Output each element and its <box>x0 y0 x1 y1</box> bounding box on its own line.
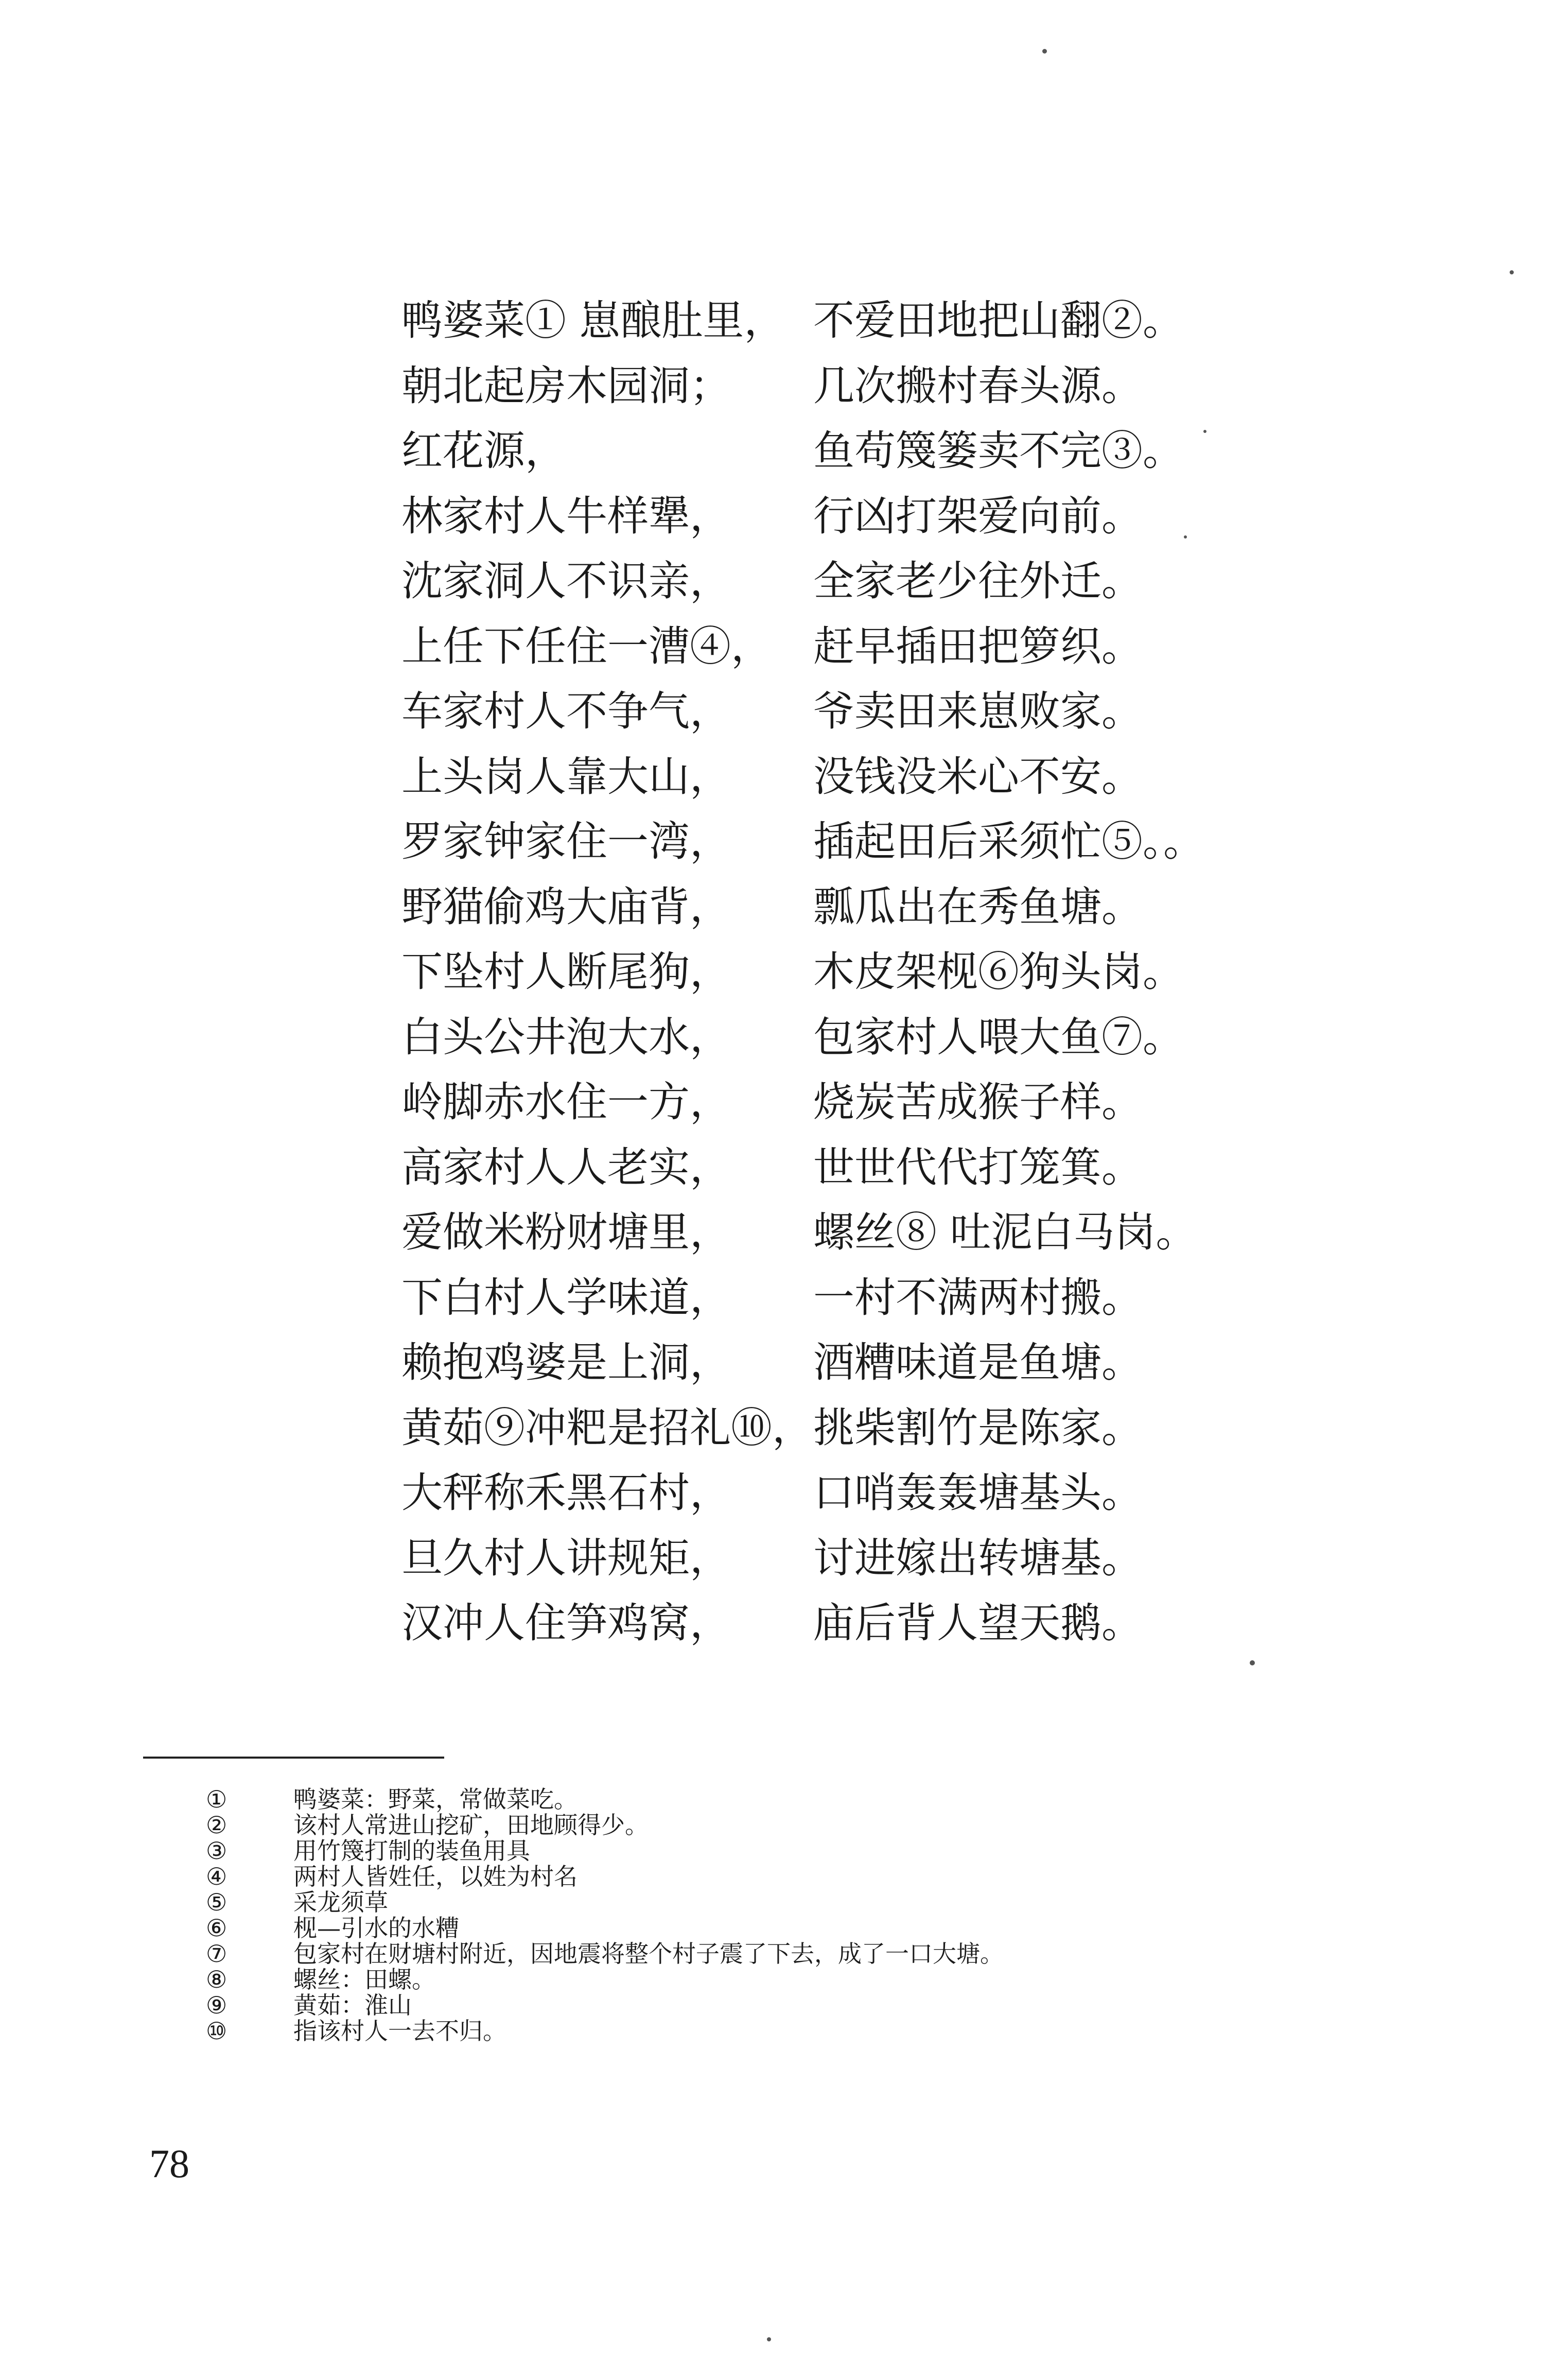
scan-speck <box>1510 270 1514 274</box>
verse-line-second-half: 几次搬村春头源。 <box>813 361 1143 410</box>
footnote-text: 黄茹：淮山 <box>293 1991 412 2019</box>
footnote-text: 指该村人一去不归。 <box>293 2017 506 2045</box>
footnote-marker: ① <box>206 1785 228 1813</box>
verse-line <box>401 419 1328 484</box>
verse-line-second-half: 世世代代打笼箕。 <box>813 1143 1143 1191</box>
page-number: 78 <box>149 2141 189 2186</box>
verse-line <box>401 484 1328 549</box>
verse-line <box>401 1591 1328 1656</box>
verse-line <box>401 1396 1328 1461</box>
verse-line-first-half: 沈家洞人不识亲， <box>401 557 731 605</box>
verse-line <box>401 288 1328 354</box>
verse-line-second-half: 爷卖田来崽败家。 <box>813 687 1143 735</box>
verse-line-first-half: 黄茹⑨冲粑是招礼⑩， <box>401 1403 813 1452</box>
footnote-marker: ⑦ <box>206 1940 228 1968</box>
verse-line <box>401 1461 1328 1526</box>
verse-line-second-half: 没钱没米心不安。 <box>813 752 1143 801</box>
verse-line-first-half: 鸭婆菜① 崽酿肚里， <box>401 297 785 344</box>
verse-line-first-half: 下白村人学味道， <box>401 1273 731 1322</box>
verse-line <box>401 1070 1328 1135</box>
footnote-separator-rule <box>143 1757 444 1759</box>
verse-line-second-half: 木皮架枧⑥狗头岗。 <box>813 948 1184 996</box>
verse-line-first-half: 红花源， <box>401 427 566 475</box>
verse-line <box>401 1330 1328 1396</box>
footnote-text: 包家村在财塘村附近，因地震将整个村子震了下去，成了一口大塘。 <box>293 1940 1004 1968</box>
verse-line-second-half: 口哨轰轰塘基头。 <box>813 1469 1143 1517</box>
footnote-text: 用竹篾打制的装鱼用具 <box>293 1837 530 1865</box>
footnote-text: 两村人皆姓任，以姓为村名 <box>293 1863 578 1890</box>
verse-line-first-half: 白头公井泡大水， <box>401 1013 731 1061</box>
footnote-marker: ⑩ <box>206 2017 228 2045</box>
footnote-text: 鸭婆菜：野菜，常做菜吃。 <box>293 1785 578 1813</box>
scan-speck <box>767 2337 771 2341</box>
verse-line <box>401 1135 1328 1201</box>
verse-line <box>401 354 1328 419</box>
verse-line <box>401 940 1328 1005</box>
verse-line <box>401 1526 1328 1591</box>
footnote <box>206 1915 1390 1941</box>
scan-speck <box>1184 535 1187 538</box>
verse-line-second-half: 不爱田地把山翻②。 <box>813 297 1184 344</box>
footnote <box>206 1889 1390 1915</box>
verse-line-second-half: 赶早插田把箩织。 <box>813 622 1143 670</box>
verse-line-first-half: 罗家钟家住一湾， <box>401 818 731 865</box>
verse-line <box>401 1005 1328 1070</box>
footnote-text: 螺丝：田螺。 <box>293 1966 435 1993</box>
footnote <box>206 1941 1390 1967</box>
scan-speck <box>1250 1660 1255 1665</box>
verse-line-second-half: 一村不满两村搬。 <box>813 1273 1143 1322</box>
footnote-marker: ④ <box>206 1863 228 1890</box>
footnote-marker: ⑥ <box>206 1914 228 1942</box>
verse-line <box>401 1200 1328 1265</box>
verse-line-first-half: 野猫偷鸡大庙背， <box>401 882 731 931</box>
verse-line-second-half: 包家村人喂大鱼⑦。 <box>813 1013 1184 1061</box>
footnote-text: 采龙须草 <box>293 1888 388 1916</box>
verse-line-first-half: 朝北起房木园洞； <box>401 361 731 410</box>
verse-line <box>401 875 1328 940</box>
verse-line <box>401 679 1328 744</box>
verse-line-first-half: 林家村人牛样犟， <box>401 492 731 540</box>
verse-line-second-half: 鱼苟篾篓卖不完③。 <box>813 427 1184 475</box>
footnote <box>206 1786 1390 1812</box>
verse-line-second-half: 挑柴割竹是陈家。 <box>813 1403 1143 1452</box>
verse-line-first-half: 下坠村人断尾狗， <box>401 948 731 996</box>
verse-line <box>401 549 1328 614</box>
verse-line-first-half: 旦久村人讲规矩， <box>401 1534 731 1582</box>
footnote <box>206 1992 1390 2018</box>
verse-line-second-half: 螺丝⑧ 吐泥白马岗。 <box>813 1208 1197 1256</box>
scan-speck <box>1042 49 1047 54</box>
footnote <box>206 1967 1390 1992</box>
verse-line-first-half: 大秤称禾黑石村， <box>401 1469 731 1517</box>
verse-line-first-half: 上任下任住一漕④， <box>401 622 772 670</box>
footnote-marker: ⑧ <box>206 1966 228 1993</box>
verse-line-first-half: 高家村人人老实， <box>401 1143 731 1191</box>
verse-line-second-half: 瓢瓜出在秀鱼塘。 <box>813 882 1143 931</box>
verse-line-second-half: 行凶打架爱向前。 <box>813 492 1143 540</box>
verse-line <box>401 1265 1328 1331</box>
footnotes <box>206 1786 1390 2044</box>
footnote-marker: ③ <box>206 1837 228 1865</box>
verse-line-second-half: 全家老少往外迁。 <box>813 557 1143 605</box>
verse-line-first-half: 上头岗人靠大山， <box>401 752 731 801</box>
verse-line-second-half: 烧炭苦成猴子样。 <box>813 1078 1143 1126</box>
footnote <box>206 1838 1390 1864</box>
verse-block <box>401 288 1328 1656</box>
footnote-text: 该村人常进山挖矿，田地顾得少。 <box>293 1811 649 1839</box>
scan-speck <box>1203 430 1206 433</box>
footnote-marker: ⑤ <box>206 1888 228 1916</box>
footnote-text: 枧—引水的水糟 <box>293 1914 459 1942</box>
footnote <box>206 2018 1390 2044</box>
footnote <box>206 1864 1390 1889</box>
verse-line-first-half: 爱做米粉财塘里， <box>401 1208 731 1256</box>
verse-line-second-half: 插起田后采须忙⑤。。 <box>813 818 1204 865</box>
verse-line-second-half: 酒糟味道是鱼塘。 <box>813 1339 1143 1386</box>
verse-line-first-half: 车家村人不争气， <box>401 687 731 735</box>
verse-line-second-half: 讨进嫁出转塘基。 <box>813 1534 1143 1582</box>
verse-line-second-half: 庙后背人望天鹅。 <box>813 1599 1143 1647</box>
footnote-marker: ⑨ <box>206 1991 228 2019</box>
verse-line <box>401 744 1328 810</box>
footnote-marker: ② <box>206 1811 228 1839</box>
verse-line-first-half: 汉冲人住笋鸡窝， <box>401 1599 731 1647</box>
verse-line-first-half: 岭脚赤水住一方， <box>401 1078 731 1126</box>
verse-line <box>401 614 1328 680</box>
verse-line <box>401 809 1328 875</box>
verse-line-first-half: 赖抱鸡婆是上洞， <box>401 1339 731 1386</box>
footnote <box>206 1812 1390 1838</box>
